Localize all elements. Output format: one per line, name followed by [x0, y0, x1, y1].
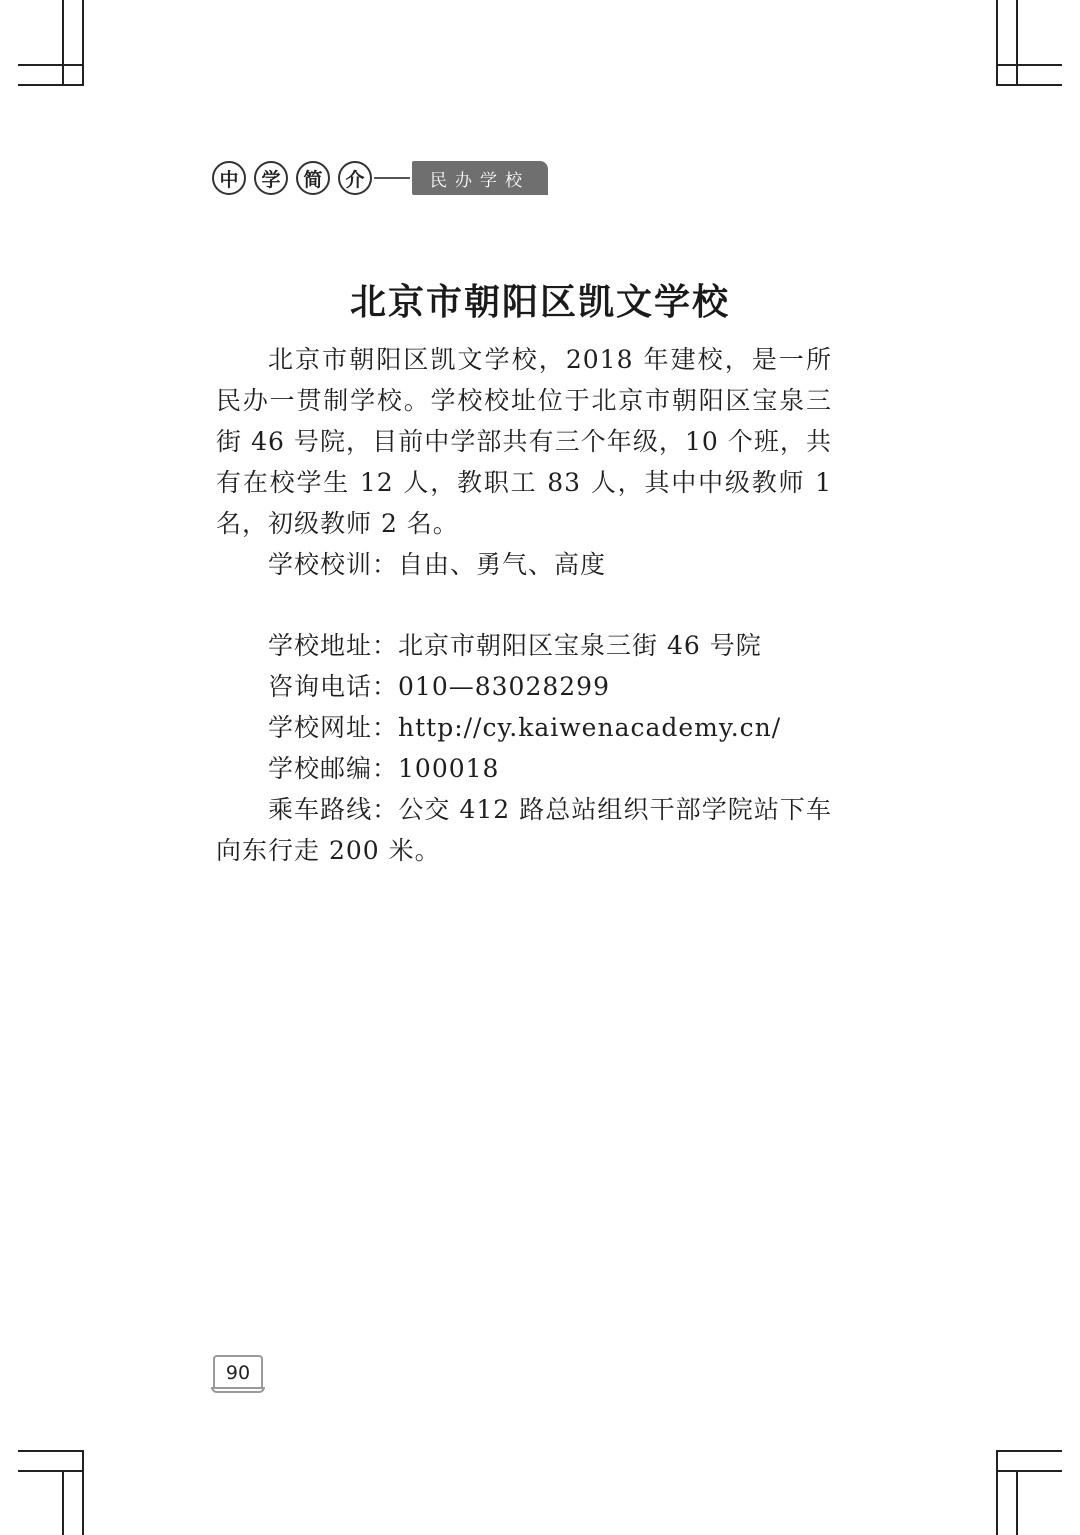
info-website: [216, 707, 832, 748]
series-divider: [374, 177, 410, 179]
crop-mark: [18, 1470, 84, 1472]
article-body: [216, 339, 832, 871]
info-label: 学校邮编：: [268, 754, 399, 783]
crop-mark: [996, 1470, 1062, 1472]
crop-mark: [996, 1450, 1062, 1452]
page-title: 北京市朝阳区凯文学校: [349, 282, 730, 323]
series-char: 介: [338, 161, 372, 195]
crop-mark: [1016, 0, 1018, 84]
info-label: 学校地址：: [268, 631, 399, 660]
crop-mark: [996, 64, 1062, 66]
crop-mark: [18, 64, 84, 66]
intro-paragraph: 北京市朝阳区凯文学校，2018 年建校，是一所民办一贯制学校。学校校址位于北京市朝阳区宝泉三街 46 号院，目前中学部共有三个年级，10 个班，共有在校学生 12 人，教职工 83 人，其中中级教师 1 名，初级教师 2 名。: [216, 345, 832, 538]
page-number-badge: [213, 1355, 265, 1395]
info-value: 公交 412 路总站组织干部学院站下车向东行走 200 米。: [216, 795, 832, 865]
crop-mark: [996, 0, 998, 84]
info-label: 乘车路线：: [268, 795, 399, 824]
info-label: 咨询电话：: [268, 672, 399, 701]
crop-mark: [996, 1450, 998, 1535]
info-value: 010—83028299: [398, 672, 610, 701]
info-value: 100018: [398, 754, 500, 783]
motto-paragraph: 学校校训：自由、勇气、高度: [268, 550, 607, 579]
crop-mark: [82, 0, 84, 84]
info-label: 学校网址：: [268, 713, 399, 742]
series-char: 中: [212, 161, 246, 195]
crop-mark: [996, 84, 1062, 86]
website-link[interactable]: http://cy.kaiwenacademy.cn/: [398, 713, 782, 742]
info-value: 北京市朝阳区宝泉三街 46 号院: [398, 631, 762, 660]
info-address: [216, 625, 832, 666]
crop-mark: [82, 1450, 84, 1535]
crop-mark: [62, 1470, 64, 1535]
info-route: [216, 789, 832, 871]
category-tag: 民办学校: [412, 161, 548, 195]
series-char: 学: [254, 161, 288, 195]
info-postcode: [216, 748, 832, 789]
crop-mark: [62, 0, 64, 84]
book-icon: [211, 1387, 265, 1393]
crop-mark: [18, 84, 84, 86]
page-number: 90: [213, 1355, 263, 1389]
info-phone: [216, 666, 832, 707]
spacer: [216, 585, 832, 625]
crop-mark: [1016, 1470, 1018, 1535]
series-header: [212, 156, 548, 200]
crop-mark: [18, 1450, 84, 1452]
series-char: 简: [296, 161, 330, 195]
